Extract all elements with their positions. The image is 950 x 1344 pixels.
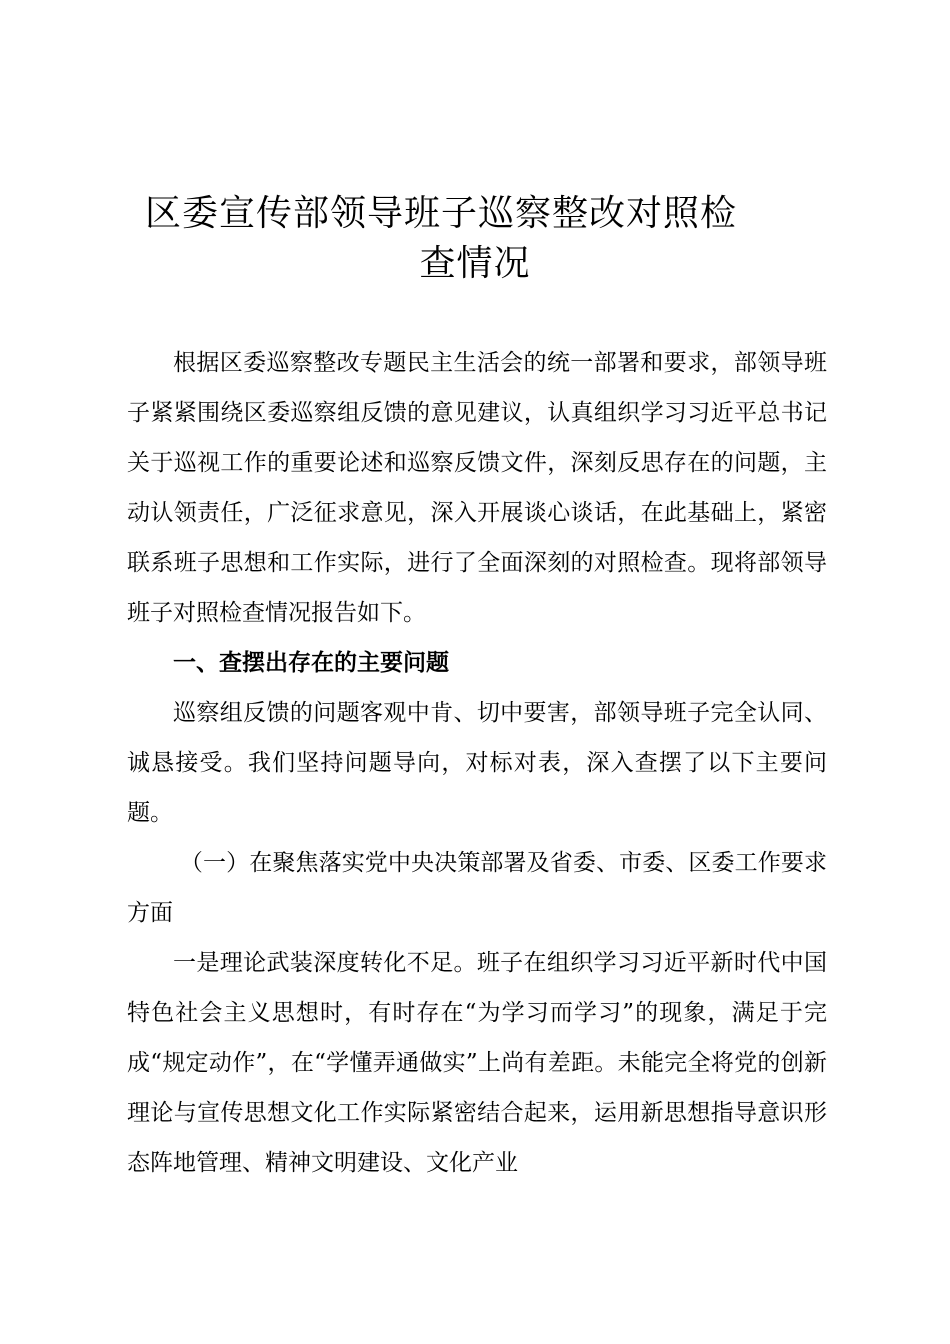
- intro-paragraph: 根据区委巡察整改专题民主生活会的统一部署和要求，部领导班子紧紧围绕区委巡察组反馈的意见建议，认真组织学习习近平总书记关于巡视工作的重要论述和巡察反馈文件，深刻反思存在的问题，主动认领责任，广泛征求意见，深入开展谈心谈话，在此基础上，紧密联系班子思想和工作实际，进行了全面深刻的对照检查。现将部领导班子对照检查情况报告如下。: [127, 350, 827, 626]
- document-title-line-1: 区委宣传部领导班子巡察整改对照检: [145, 193, 738, 234]
- document-title-line-2: 查情况: [419, 243, 531, 284]
- section-heading-1: 一、查摆出存在的主要问题: [173, 650, 449, 676]
- section-1-paragraph: 巡察组反馈的问题客观中肯、切中要害，部领导班子完全认同、诚恳接受。我们坚持问题导向，对标对表，深入查摆了以下主要问题。: [127, 700, 827, 826]
- point-1-paragraph: 一是理论武装深度转化不足。班子在组织学习习近平新时代中国特色社会主义思想时，有时存在“为学习而学习”的现象，满足于完成“规定动作”，在“学懂弄通做实”上尚有差距。未能完全将党的创新理论与宣传思想文化工作实际紧密结合起来，运用新思想指导意识形态阵地管理、精神文明建设、文化产业: [127, 950, 827, 1176]
- subsection-heading-1: （一）在聚焦落实党中央决策部署及省委、市委、区委工作要求方面: [127, 850, 827, 926]
- document-body: [127, 338, 827, 1188]
